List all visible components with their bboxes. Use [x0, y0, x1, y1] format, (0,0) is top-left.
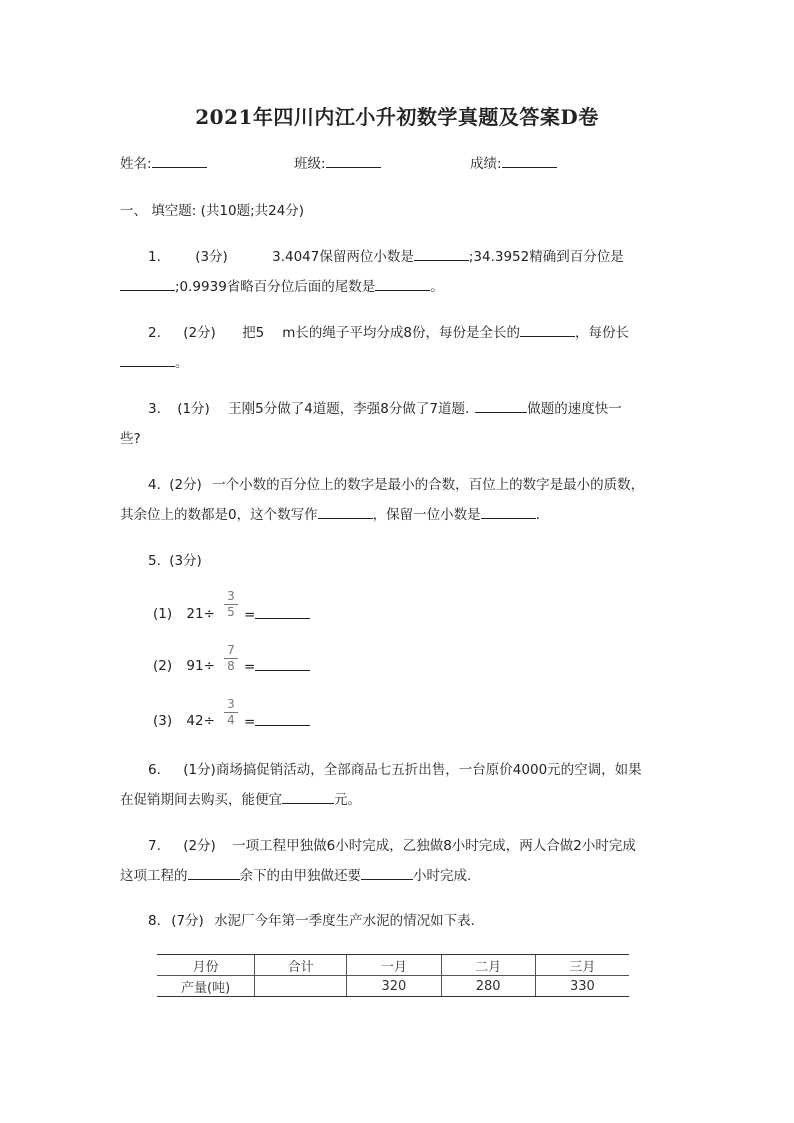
q2-text-2: m长的绳子平均分成8份，每份是全长的: [282, 325, 520, 341]
name-blank[interactable]: [152, 155, 207, 168]
q5-number: 5.: [148, 553, 161, 569]
q1-line2: [120, 275, 444, 295]
table-header-cell: 月份: [157, 955, 255, 976]
q1-number: 1.: [148, 249, 161, 265]
section-heading: 一、 填空题: (共10题;共24分): [120, 203, 305, 219]
q5-item-3-answer: [244, 713, 310, 730]
q7-text-1: 一项工程甲独做6小时完成，乙独做8小时完成，两人合做2小时完成: [232, 838, 636, 854]
q5-item-2-fraction: [224, 644, 238, 673]
q6-line2: [120, 788, 361, 808]
q5-item-1-fraction: [224, 590, 238, 619]
q5-item-2: [153, 658, 215, 674]
q7-line2: [120, 864, 471, 884]
class-field: [294, 152, 381, 172]
q2-number: 2.: [148, 325, 161, 341]
q5-item-2-equals: =: [244, 659, 256, 675]
q2-text-4: 。: [175, 355, 189, 371]
page-title: 2021年四川内江小升初数学真题及答案D卷: [195, 105, 599, 129]
q3-line2: 些?: [120, 431, 141, 447]
table-header-cell: 合计: [255, 955, 347, 976]
q5-item-1-label: (1): [153, 606, 173, 622]
q4-text-4: .: [535, 507, 540, 523]
q4-number: 4.: [148, 477, 161, 493]
q6-blank[interactable]: [282, 791, 334, 804]
q2-text-3: ，每份长: [574, 325, 629, 341]
name-field: [120, 152, 207, 172]
q2-blank-2[interactable]: [120, 354, 175, 367]
q3-text-2: 做题的速度快一: [527, 401, 622, 417]
q5-item-1-expr: 21÷: [186, 606, 215, 622]
table-cell: 320: [347, 976, 441, 997]
q5-item-2-blank[interactable]: [255, 658, 310, 671]
q5-item-3-numerator: 3: [227, 697, 235, 711]
q5-item-2-answer: [244, 658, 310, 675]
q5-item-2-denominator: 8: [227, 659, 235, 673]
table-cell-total-blank[interactable]: [255, 976, 347, 997]
q6-text-1: 商场搞促销活动，全部商品七五折出售，一台原价4000元的空调，如果: [215, 762, 642, 778]
q3-score: (1分): [177, 401, 210, 417]
q7-blank-1[interactable]: [188, 867, 240, 880]
q1-text-4: 。: [430, 279, 444, 295]
table-cell: 330: [535, 976, 629, 997]
q3-number: 3.: [148, 401, 161, 417]
q4-text-1: 一个小数的百分位上的数字是最小的合数，百位上的数字是最小的质数，: [212, 477, 645, 493]
q2-text-1: 把5: [242, 325, 265, 341]
q5-item-3-expr: 42÷: [186, 713, 215, 729]
name-label: 姓名:: [120, 156, 152, 172]
q5-item-3-blank[interactable]: [255, 713, 310, 726]
q3-text-1: 王刚5分做了4道题，李强8分做了7道题.: [228, 401, 470, 417]
q5-item-3-equals: =: [244, 714, 256, 730]
q4-text-3: ，保留一位小数是: [372, 507, 481, 523]
q6-number: 6.: [148, 762, 161, 778]
q3-blank[interactable]: [475, 400, 527, 413]
q6-score: (1分): [183, 762, 216, 778]
q5-item-3-label: (3): [153, 713, 173, 729]
q5-item-3-denominator: 4: [227, 713, 235, 727]
q5-score: (3分): [169, 553, 202, 569]
q8-line1: [148, 909, 475, 929]
q5-item-3-fraction: [224, 698, 238, 727]
q7-text-2: 这项工程的: [120, 868, 188, 884]
q6-text-3: 元。: [334, 792, 361, 808]
q1-text-2: ;34.3952精确到百分位是: [468, 249, 624, 265]
q5-item-1-denominator: 5: [227, 605, 235, 619]
q7-blank-2[interactable]: [361, 867, 413, 880]
class-label: 班级:: [294, 156, 326, 172]
q1-blank-3[interactable]: [375, 278, 430, 291]
q4-blank-1[interactable]: [318, 506, 373, 519]
q4-line2: [120, 503, 540, 523]
q4-blank-2[interactable]: [481, 506, 536, 519]
q7-text-4: 小时完成.: [413, 868, 472, 884]
q1-text-1: 3.4047保留两位小数是: [272, 249, 414, 265]
q1-line1: [148, 245, 624, 265]
q4-text-2: 其余位上的数都是0，这个数写作: [120, 507, 318, 523]
q2-line2: [120, 351, 189, 371]
q8-number: 8.: [148, 913, 161, 929]
table-header-row: [157, 955, 629, 976]
production-table: [157, 954, 629, 997]
q5-item-1-equals: =: [244, 607, 256, 623]
q5-line1: [148, 549, 202, 569]
q2-blank-1[interactable]: [520, 324, 575, 337]
q5-item-1-numerator: 3: [227, 589, 235, 603]
q8-text-1: 水泥厂今年第一季度生产水泥的情况如下表.: [214, 913, 475, 929]
q5-item-2-expr: 91÷: [186, 658, 215, 674]
q5-item-3: [153, 713, 215, 729]
q5-item-1: [153, 606, 215, 622]
score-blank[interactable]: [502, 155, 557, 168]
table-header-cell: 三月: [535, 955, 629, 976]
q5-item-2-numerator: 7: [227, 643, 235, 657]
q7-number: 7.: [148, 838, 161, 854]
q1-text-3: ;0.9939省略百分位后面的尾数是: [175, 279, 376, 295]
score-field: [470, 152, 557, 172]
q1-score: (3分): [195, 249, 228, 265]
q1-blank-1[interactable]: [414, 248, 469, 261]
q5-item-2-label: (2): [153, 658, 173, 674]
table-header-cell: 二月: [441, 955, 535, 976]
class-blank[interactable]: [326, 155, 381, 168]
q2-line1: [148, 321, 629, 341]
q7-score: (2分): [183, 838, 216, 854]
q5-item-1-blank[interactable]: [255, 606, 310, 619]
table-header-cell: 一月: [347, 955, 441, 976]
table-row: [157, 976, 629, 997]
q6-line1: [148, 758, 642, 778]
score-label: 成绩:: [470, 156, 502, 172]
q3-line1: [148, 397, 622, 417]
q1-blank-2[interactable]: [120, 278, 175, 291]
q2-score: (2分): [183, 325, 216, 341]
q7-line1: [148, 834, 636, 854]
q4-line1: [148, 473, 644, 493]
table-cell: 280: [441, 976, 535, 997]
table-cell: 产量(吨): [157, 976, 255, 997]
q4-score: (2分): [169, 477, 202, 493]
q7-text-3: 余下的由甲独做还要: [239, 868, 361, 884]
q6-text-2: 在促销期间去购买，能便宜: [120, 792, 282, 808]
q5-item-1-answer: [244, 606, 310, 623]
q8-score: (7分): [171, 913, 204, 929]
